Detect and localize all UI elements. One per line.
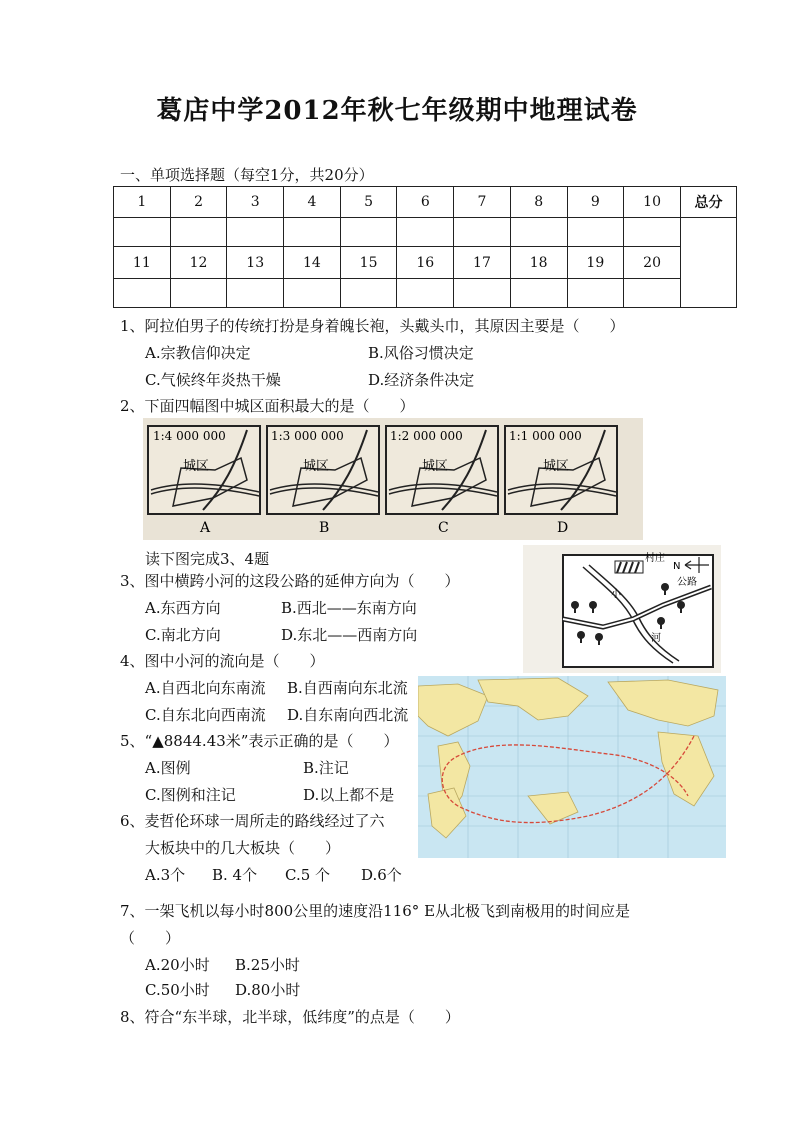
question-7-bracket: （ ） xyxy=(120,929,181,947)
question-4-stem: 4、图中小河的流向是（ ） xyxy=(120,652,325,670)
map-a-area-label: 城区 xyxy=(183,459,210,474)
scale-maps-svg xyxy=(143,418,643,540)
answer-header-cell: 6 xyxy=(397,187,454,218)
scale-maps-figure xyxy=(143,418,643,540)
river-map-north-label: N xyxy=(673,561,681,572)
question-3-option-a[interactable]: A.东西方向 xyxy=(145,599,221,617)
answer-table xyxy=(113,186,737,308)
answer-input-cell[interactable] xyxy=(454,278,511,307)
river-map-river-label: 河 xyxy=(651,633,661,644)
answer-input-cell[interactable] xyxy=(170,278,227,307)
answer-input-cell[interactable] xyxy=(284,278,341,307)
question-6-option-d[interactable]: D.6个 xyxy=(361,866,402,884)
answer-input-cell[interactable] xyxy=(510,278,567,307)
question-5-option-a[interactable]: A.图例 xyxy=(145,759,191,777)
map-c-letter: C xyxy=(438,520,449,536)
answer-header-cell: 1 xyxy=(114,187,171,218)
question-1-stem: 1、阿拉伯男子的传统打扮是身着魄长袍，头戴头巾，其原因主要是（ ） xyxy=(120,317,625,335)
question-4-option-c[interactable]: C.自东北向西南流 xyxy=(145,706,266,724)
map-d-area-label: 城区 xyxy=(543,459,570,474)
river-map-road-label: 公路 xyxy=(677,577,697,588)
section-heading: 一、单项选择题（每空1分，共20分） xyxy=(120,166,374,184)
map-b-letter: B xyxy=(319,520,330,536)
question-3-option-c[interactable]: C.南北方向 xyxy=(145,626,221,644)
page-title: 葛店中学2012年秋七年级期中地理试卷 xyxy=(156,96,638,126)
question-6-option-c[interactable]: C.5 个 xyxy=(285,866,331,884)
answer-input-cell[interactable] xyxy=(227,278,284,307)
question-1-option-a[interactable]: A.宗教信仰决定 xyxy=(145,344,251,362)
map-c-scale: 1:2 000 000 xyxy=(390,429,463,443)
answer-input-cell[interactable] xyxy=(284,218,341,247)
answer-input-cell[interactable] xyxy=(227,218,284,247)
scale-map-a xyxy=(148,426,260,536)
question-7-option-d[interactable]: D.80小时 xyxy=(235,981,301,999)
question-8-stem: 8、符合“东半球，北半球，低纬度”的点是（ ） xyxy=(120,1008,460,1026)
answer-header-cell: 7 xyxy=(454,187,511,218)
magellan-route-map xyxy=(418,676,726,858)
question-3-option-d[interactable]: D.东北——西南方向 xyxy=(281,626,418,644)
question-5-stem: 5、“▲8844.43米”表示正确的是（ ） xyxy=(120,732,399,750)
answer-header-cell: 19 xyxy=(567,247,624,278)
question-2-stem: 2、下面四幅图中城区面积最大的是（ ） xyxy=(120,397,415,415)
answer-header-cell: 11 xyxy=(114,247,171,278)
river-map-small-label: 小 xyxy=(611,589,621,600)
scale-map-c xyxy=(386,426,498,536)
answer-input-cell[interactable] xyxy=(454,218,511,247)
world-map-svg xyxy=(418,676,726,858)
answer-input-cell[interactable] xyxy=(340,218,397,247)
answer-input-cell[interactable] xyxy=(397,218,454,247)
read-figure-note: 读下图完成3、4题 xyxy=(145,550,270,568)
answer-input-cell[interactable] xyxy=(397,278,454,307)
answer-input-cell[interactable] xyxy=(510,218,567,247)
river-map-figure xyxy=(523,545,721,673)
answer-input-cell[interactable] xyxy=(340,278,397,307)
river-map-village-label: 村庄 xyxy=(645,553,665,564)
question-4-option-d[interactable]: D.自东南向西北流 xyxy=(287,706,409,724)
question-3-option-b[interactable]: B.西北——东南方向 xyxy=(281,599,417,617)
answer-header-cell: 20 xyxy=(624,247,681,278)
map-d-letter: D xyxy=(557,520,569,536)
map-d-scale: 1:1 000 000 xyxy=(509,429,582,443)
answer-header-cell: 16 xyxy=(397,247,454,278)
total-score-label: 总分 xyxy=(681,187,737,218)
question-1-option-b[interactable]: B.风俗习惯决定 xyxy=(368,344,474,362)
question-6-stem-line2: 大板块中的几大板块（ ） xyxy=(145,839,341,857)
answer-header-cell: 8 xyxy=(510,187,567,218)
answer-header-cell: 10 xyxy=(624,187,681,218)
answer-input-cell[interactable] xyxy=(567,218,624,247)
question-5-option-c[interactable]: C.图例和注记 xyxy=(145,786,236,804)
answer-header-cell: 12 xyxy=(170,247,227,278)
question-4-option-b[interactable]: B.自西南向东北流 xyxy=(287,679,408,697)
answer-header-cell: 17 xyxy=(454,247,511,278)
river-map-svg xyxy=(523,545,721,673)
question-7-stem: 7、一架飞机以每小时800公里的速度沿116° E从北极飞到南极用的时间应是 xyxy=(120,902,631,920)
answer-input-cell[interactable] xyxy=(114,218,171,247)
map-c-area-label: 城区 xyxy=(422,459,449,474)
map-a-letter: A xyxy=(200,520,211,536)
question-3-stem: 3、图中横跨小河的这段公路的延伸方向为（ ） xyxy=(120,572,460,590)
map-b-area-label: 城区 xyxy=(303,459,330,474)
question-1-option-c[interactable]: C.气候终年炎热干燥 xyxy=(145,371,281,389)
answer-header-cell: 15 xyxy=(340,247,397,278)
answer-input-cell[interactable] xyxy=(567,278,624,307)
question-7-option-c[interactable]: C.50小时 xyxy=(145,981,210,999)
answer-header-cell: 18 xyxy=(510,247,567,278)
question-6-option-a[interactable]: A.3个 xyxy=(145,866,186,884)
map-b-scale: 1:3 000 000 xyxy=(271,429,344,443)
question-7-option-a[interactable]: A.20小时 xyxy=(145,956,210,974)
answer-input-cell[interactable] xyxy=(170,218,227,247)
answer-header-cell: 9 xyxy=(567,187,624,218)
map-a-scale: 1:4 000 000 xyxy=(153,429,226,443)
answer-header-cell: 13 xyxy=(227,247,284,278)
question-7-option-b[interactable]: B.25小时 xyxy=(235,956,300,974)
question-1-option-d[interactable]: D.经济条件决定 xyxy=(368,371,475,389)
scale-map-b xyxy=(267,426,379,536)
answer-input-cell[interactable] xyxy=(624,218,681,247)
question-6-option-b[interactable]: B. 4个 xyxy=(212,866,258,884)
answer-header-cell: 4 xyxy=(284,187,341,218)
answer-header-cell: 3 xyxy=(227,187,284,218)
answer-header-cell: 5 xyxy=(340,187,397,218)
answer-input-cell[interactable] xyxy=(114,278,171,307)
question-6-stem-line1: 6、麦哲伦环球一周所走的路线经过了六 xyxy=(120,812,385,830)
answer-header-cell: 2 xyxy=(170,187,227,218)
answer-input-cell[interactable] xyxy=(624,278,681,307)
scale-map-d xyxy=(505,426,617,536)
question-4-option-a[interactable]: A.自西北向东南流 xyxy=(145,679,266,697)
answer-header-cell: 14 xyxy=(284,247,341,278)
question-5-option-d[interactable]: D.以上都不是 xyxy=(303,786,395,804)
total-score-cell[interactable] xyxy=(681,218,737,308)
question-5-option-b[interactable]: B.注记 xyxy=(303,759,349,777)
